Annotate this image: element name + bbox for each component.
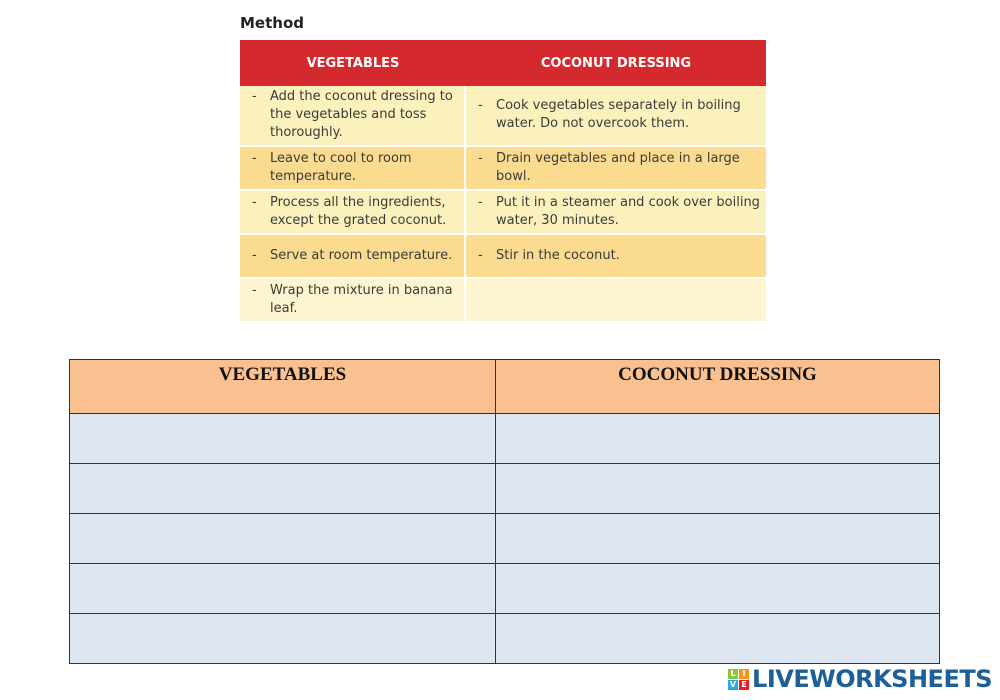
answer-header-row — [70, 360, 940, 414]
method-step-text: Add the coconut dressing to the vegetables and toss thoroughly. — [270, 89, 453, 140]
answer-drop-zone-vegetables[interactable] — [70, 514, 496, 564]
method-step-text: Put it in a steamer and cook over boiling water, 30 minutes. — [496, 194, 760, 228]
dash-bullet: - — [478, 98, 483, 113]
dash-bullet: - — [252, 282, 257, 298]
dash-bullet: - — [252, 150, 257, 166]
method-header-coconut-dressing: COCONUT DRESSING — [466, 40, 766, 86]
answer-row — [70, 564, 940, 614]
answer-table — [69, 359, 940, 664]
live-grid-cell: V — [729, 680, 737, 689]
live-grid-cell: L — [728, 669, 738, 679]
method-cell-coconut-dressing — [466, 235, 766, 279]
dash-bullet: - — [252, 194, 257, 210]
answer-drop-zone-coconut-dressing[interactable] — [496, 514, 940, 564]
method-cell-vegetables — [240, 86, 466, 147]
method-step-text: Drain vegetables and place in a large bowl. — [496, 150, 740, 184]
method-header-vegetables: VEGETABLES — [240, 40, 466, 86]
method-cell-coconut-dressing — [466, 86, 766, 147]
answer-drop-zone-coconut-dressing[interactable] — [496, 564, 940, 614]
method-title: Method — [240, 14, 304, 32]
dash-bullet: - — [252, 247, 257, 263]
method-cell-coconut-dressing — [466, 147, 766, 191]
brand-wordmark: LIVEWORKSHEETS — [752, 665, 992, 693]
answer-row — [70, 414, 940, 464]
method-row — [240, 279, 766, 323]
method-row — [240, 86, 766, 147]
method-row — [240, 147, 766, 191]
method-table — [240, 40, 766, 323]
answer-drop-zone-vegetables[interactable] — [70, 464, 496, 514]
answer-drop-zone-coconut-dressing[interactable] — [496, 414, 940, 464]
answer-drop-zone-coconut-dressing[interactable] — [496, 614, 940, 664]
method-row — [240, 191, 766, 235]
answer-drop-zone-vegetables[interactable] — [70, 414, 496, 464]
liveworksheets-logo — [728, 665, 992, 693]
method-cell-vegetables — [240, 191, 466, 235]
answer-row — [70, 614, 940, 664]
method-step-text: Leave to cool to room temperature. — [270, 150, 412, 184]
method-row — [240, 235, 766, 279]
dash-bullet: - — [478, 150, 483, 166]
answer-row — [70, 464, 940, 514]
answer-row — [70, 514, 940, 564]
method-cell-vegetables — [240, 279, 466, 323]
answer-drop-zone-coconut-dressing[interactable] — [496, 464, 940, 514]
method-cell-coconut-dressing — [466, 191, 766, 235]
method-cell-vegetables — [240, 235, 466, 279]
answer-header-vegetables: VEGETABLES — [70, 360, 496, 414]
method-cell-coconut-dressing — [466, 279, 766, 323]
live-grid-cell: I — [739, 669, 749, 679]
method-step-text: Wrap the mixture in banana leaf. — [270, 282, 453, 316]
answer-header-coconut-dressing: COCONUT DRESSING — [496, 360, 940, 414]
live-grid-cell: E — [739, 680, 749, 690]
dash-bullet: - — [478, 247, 483, 263]
answer-drop-zone-vegetables[interactable] — [70, 614, 496, 664]
answer-drop-zone-vegetables[interactable] — [70, 564, 496, 614]
dash-bullet: - — [478, 194, 483, 210]
method-step-text: Serve at room temperature. — [270, 247, 453, 263]
dash-bullet: - — [252, 89, 257, 104]
method-step-text: Cook vegetables separately in boiling water. Do not overcook them. — [496, 98, 741, 131]
live-grid-icon — [728, 669, 749, 690]
method-step-text: Process all the ingredients, except the grated coconut. — [270, 194, 447, 228]
method-step-text: Stir in the coconut. — [496, 247, 620, 263]
method-header-row — [240, 40, 766, 86]
method-cell-vegetables — [240, 147, 466, 191]
